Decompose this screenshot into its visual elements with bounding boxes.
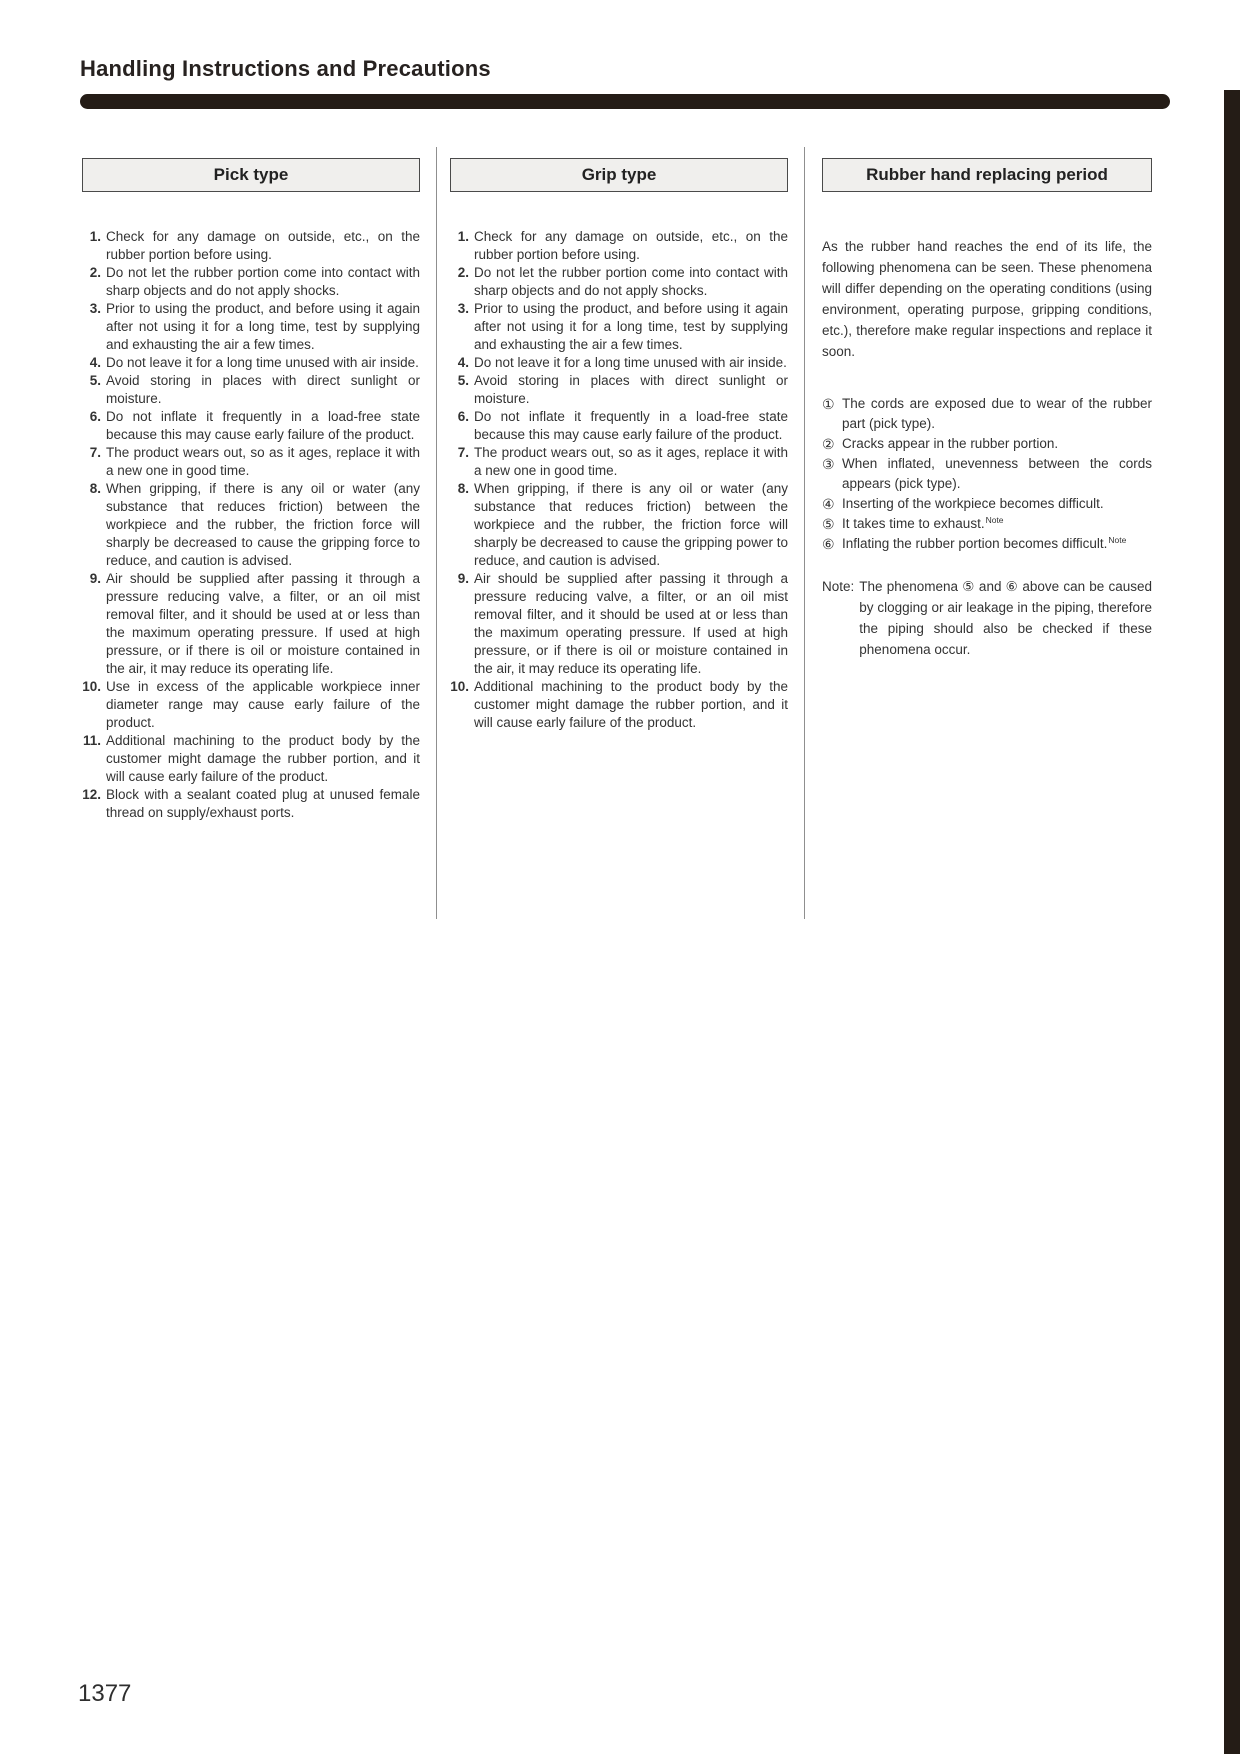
note-superscript: Note [985,514,1004,525]
list-item-number: 8. [89,481,101,496]
list-item-number: 5. [457,373,469,388]
title-rule-bar [80,94,1170,109]
list-item [450,264,788,300]
list-item-text: Air should be supplied after passing it through a pressure reducing valve, a filter, or an oil mist removal filter, and it should be used at or less than the maximum operating pressure. If used at high pressure, or if there is oil or moisture contained in the air, it may reduce its operating life. [474,571,788,676]
phenomenon-text: Inflating the rubber portion becomes difficult.$^{Note}$ [842,534,1127,551]
list-item-text: Avoid storing in places with direct sunlight or moisture. [106,373,420,406]
phenomenon-item [822,514,1152,534]
phenomenon-text: When inflated, unevenness between the cords appears (pick type). [842,456,1152,491]
list-item-number: 10. [82,679,101,694]
phenomena-list [822,394,1152,554]
list-item-text: When gripping, if there is any oil or water (any substance that reduces friction) between the workpiece and the rubber, the friction force will sharply be decreased to cause the gripping force to reduce, and caution is advised. [106,481,420,568]
list-item [82,300,420,354]
list-item [450,354,788,372]
list-item-number: 9. [89,571,101,586]
list-item-text: Do not inflate it frequently in a load-free state because this may cause early failure of the product. [106,409,420,442]
list-item-number: 4. [457,355,469,370]
list-item [82,570,420,678]
list-item-number: 5. [89,373,101,388]
list-item [82,372,420,408]
list-item [450,372,788,408]
circled-number-marker: ③ [822,456,835,472]
list-item-number: 1. [89,229,101,244]
phenomenon-text: Cracks appear in the rubber portion. [842,436,1059,451]
list-item-text: Do not inflate it frequently in a load-free state because this may cause early failure of the product. [474,409,788,442]
list-item-number: 9. [457,571,469,586]
circled-number-marker: ⑤ [822,516,835,532]
list-item [450,678,788,732]
grip-type-list [450,228,788,732]
circled-number-marker: ② [822,436,835,452]
list-item-text: The product wears out, so as it ages, replace it with a new one in good time. [474,445,788,478]
list-item [82,408,420,444]
list-item [82,678,420,732]
note-block [822,576,1152,660]
list-item-text: Prior to using the product, and before using it again after not using it for a long time, test by supplying and exhausting the air a few times. [474,301,788,352]
section-header-grip-type [450,158,788,192]
list-item-number: 3. [457,301,469,316]
list-item [450,444,788,480]
list-item-text: The product wears out, so as it ages, replace it with a new one in good time. [106,445,420,478]
phenomenon-text: The cords are exposed due to wear of the rubber part (pick type). [842,396,1152,431]
list-item-text: Check for any damage on outside, etc., on the rubber portion before using. [106,229,420,262]
section-header-label: Grip type [581,165,657,184]
list-item-number: 4. [89,355,101,370]
circled-number-marker: ④ [822,496,835,512]
list-item [450,570,788,678]
list-item-text: Do not let the rubber portion come into contact with sharp objects and do not apply shocks. [474,265,788,298]
section-header-pick-type [82,158,420,192]
list-item [82,732,420,786]
list-item-number: 11. [82,733,101,748]
list-item-number: 10. [450,679,469,694]
list-item-text: Check for any damage on outside, etc., on the rubber portion before using. [474,229,788,262]
page-edge-tab-bar [1224,90,1240,1754]
list-item-number: 2. [89,265,101,280]
section-header-label: Pick type [213,165,289,184]
list-item [450,408,788,444]
circled-number-marker: ① [822,396,835,412]
list-item-text: Avoid storing in places with direct sunlight or moisture. [474,373,788,406]
list-item-text: Do not leave it for a long time unused with air inside. [106,355,419,370]
column-divider [804,147,805,919]
list-item-text: Prior to using the product, and before using it again after not using it for a long time, test by supplying and exhausting the air a few times. [106,301,420,352]
list-item-text: Use in excess of the applicable workpiece inner diameter range may cause early failure of the product. [106,679,420,730]
list-item-number: 3. [89,301,101,316]
circled-number-marker: ⑥ [822,536,835,552]
list-item-number: 6. [89,409,101,424]
column-pick-type [82,158,420,822]
phenomenon-item [822,394,1152,434]
list-item [82,264,420,300]
note-text: The phenomena ⑤ and ⑥ above can be caused by clogging or air leakage in the piping, therefore the piping should also be checked if these phenomena occur. [859,579,1152,657]
list-item [450,228,788,264]
list-item-number: 7. [457,445,469,460]
list-item-text: Do not leave it for a long time unused with air inside. [474,355,787,370]
list-item-number: 7. [89,445,101,460]
list-item-text: Additional machining to the product body by the customer might damage the rubber portion, and it will cause early failure of the product. [474,679,788,730]
section-header-rubber-hand-replacing-period [822,158,1152,192]
list-item [450,300,788,354]
list-item-number: 6. [457,409,469,424]
list-item-number: 2. [457,265,469,280]
phenomenon-item [822,494,1152,514]
list-item [82,480,420,570]
column-rubber-hand-replacing-period [822,158,1152,660]
list-item [82,228,420,264]
list-item-text: Do not let the rubber portion come into contact with sharp objects and do not apply shocks. [106,265,420,298]
list-item [82,444,420,480]
phenomenon-item [822,534,1152,554]
replacing-period-intro: As the rubber hand reaches the end of its life, the following phenomena can be seen. These phenomena will differ depending on the operating conditions (using environment, operating purpose, gripping conditions, etc.), therefore make regular inspections and replace it soon. [822,239,1152,359]
list-item-text: When gripping, if there is any oil or water (any substance that reduces friction) between the workpiece and the rubber, the friction force will sharply be decreased to cause the gripping power to reduce, and caution is advised. [474,481,788,568]
section-header-label: Rubber hand replacing period [866,165,1108,184]
phenomenon-item [822,434,1152,454]
page-title: Handling Instructions and Precautions [80,56,491,81]
list-item-text: Block with a sealant coated plug at unused female thread on supply/exhaust ports. [106,787,420,820]
list-item [82,354,420,372]
phenomenon-text: Inserting of the workpiece becomes difficult. [842,496,1104,511]
column-grip-type [450,158,788,732]
list-item-number: 1. [457,229,469,244]
list-item-text: Additional machining to the product body by the customer might damage the rubber portion, and it will cause early failure of the product. [106,733,420,784]
page-number: 1377 [78,1680,132,1707]
column-divider [436,147,437,919]
list-item-text: Air should be supplied after passing it through a pressure reducing valve, a filter, or an oil mist removal filter, and it should be used at or less than the maximum operating pressure. If used at high pressure, or if there is oil or moisture contained in the air, it may reduce its operating life. [106,571,420,676]
list-item-number: 12. [82,787,101,802]
list-item [82,786,420,822]
pick-type-list [82,228,420,822]
note-label: Note: [822,579,855,594]
note-superscript: Note [1108,534,1127,545]
phenomenon-text: It takes time to exhaust.$^{Note}$ [842,514,1004,531]
list-item-number: 8. [457,481,469,496]
list-item [450,480,788,570]
phenomenon-item [822,454,1152,494]
